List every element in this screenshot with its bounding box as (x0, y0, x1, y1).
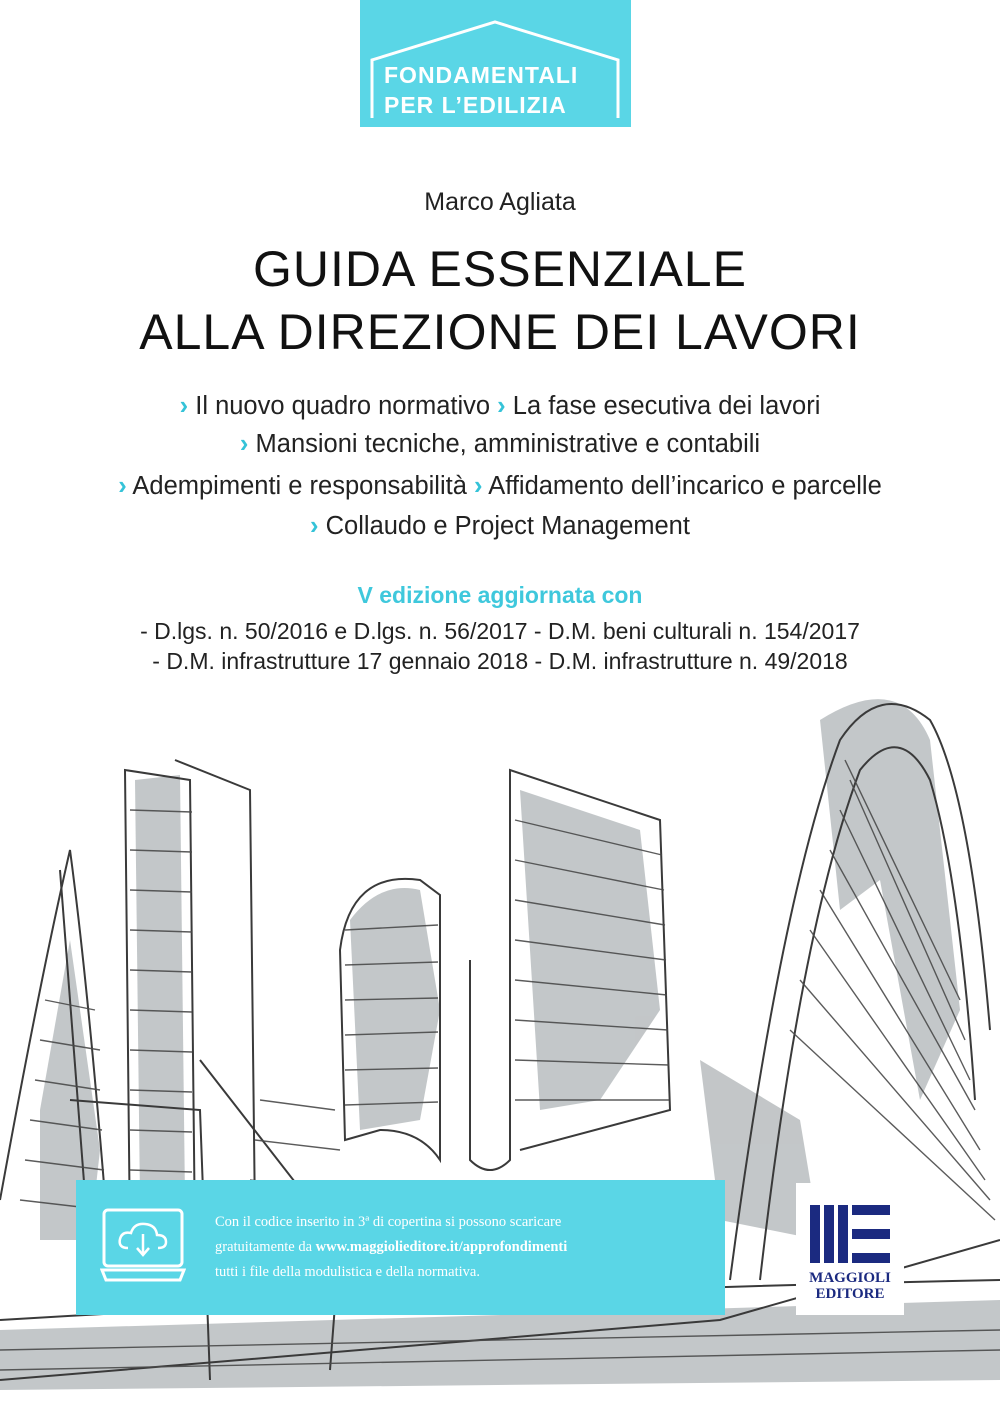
publisher-name (796, 1270, 904, 1302)
download-text-line2 (215, 1239, 567, 1256)
topics-row-3 (0, 472, 1000, 501)
bullet-arrow-icon: › (474, 472, 483, 500)
topic-item: Adempimenti e responsabilità (132, 472, 467, 500)
download-text-line3: tutti i file della modulistica e della normativa. (215, 1264, 480, 1280)
topics-row-4 (0, 512, 1000, 541)
series-name-line1: FONDAMENTALI (384, 62, 579, 88)
maggioli-logo-icon (796, 1183, 904, 1269)
author-name: Marco Agliata (424, 188, 576, 216)
book-title-line1: GUIDA ESSENZIALE (253, 241, 747, 297)
edition-line-1: - D.lgs. n. 50/2016 e D.lgs. n. 56/2017 - D.M. beni culturali n. 154/2017 (140, 618, 860, 644)
publisher-logo (796, 1183, 904, 1315)
topic-item: Mansioni tecniche, amministrative e contabili (255, 430, 761, 458)
bullet-arrow-icon: › (497, 392, 506, 420)
bullet-arrow-icon: › (179, 392, 189, 420)
download-text-prefix: gratuitamente da (215, 1239, 316, 1255)
topics-row-1 (0, 392, 1000, 421)
download-url-link[interactable]: www.maggiolieditore.it/approfondimenti (315, 1239, 568, 1255)
publisher-name-line2: EDITORE (815, 1286, 885, 1302)
bullet-arrow-icon: › (118, 472, 127, 500)
publisher-name-line1: MAGGIOLI (809, 1270, 891, 1286)
topics-row-2 (0, 430, 1000, 459)
download-info-box (76, 1180, 725, 1315)
bullet-arrow-icon: › (239, 430, 249, 458)
edition-line-2: - D.M. infrastrutture 17 gennaio 2018 - D.M. infrastrutture n. 49/2018 (152, 648, 848, 674)
topic-item: La fase esecutiva dei lavori (512, 392, 821, 420)
topic-item: Il nuovo quadro normativo (195, 392, 491, 420)
topic-item: Collaudo e Project Management (325, 512, 690, 540)
laptop-cloud-download-icon (100, 1206, 186, 1290)
series-name-line2: PER L’EDILIZIA (384, 92, 567, 118)
series-badge (360, 0, 631, 127)
topic-item: Affidamento dell’incarico e parcelle (488, 472, 882, 500)
download-text-line1: Con il codice inserito in 3ª di copertina si possono scaricare (215, 1214, 562, 1230)
bullet-arrow-icon: › (310, 512, 319, 540)
book-title-line2: ALLA DIREZIONE DEI LAVORI (139, 304, 861, 360)
edition-label: V edizione aggiornata con (357, 582, 643, 608)
